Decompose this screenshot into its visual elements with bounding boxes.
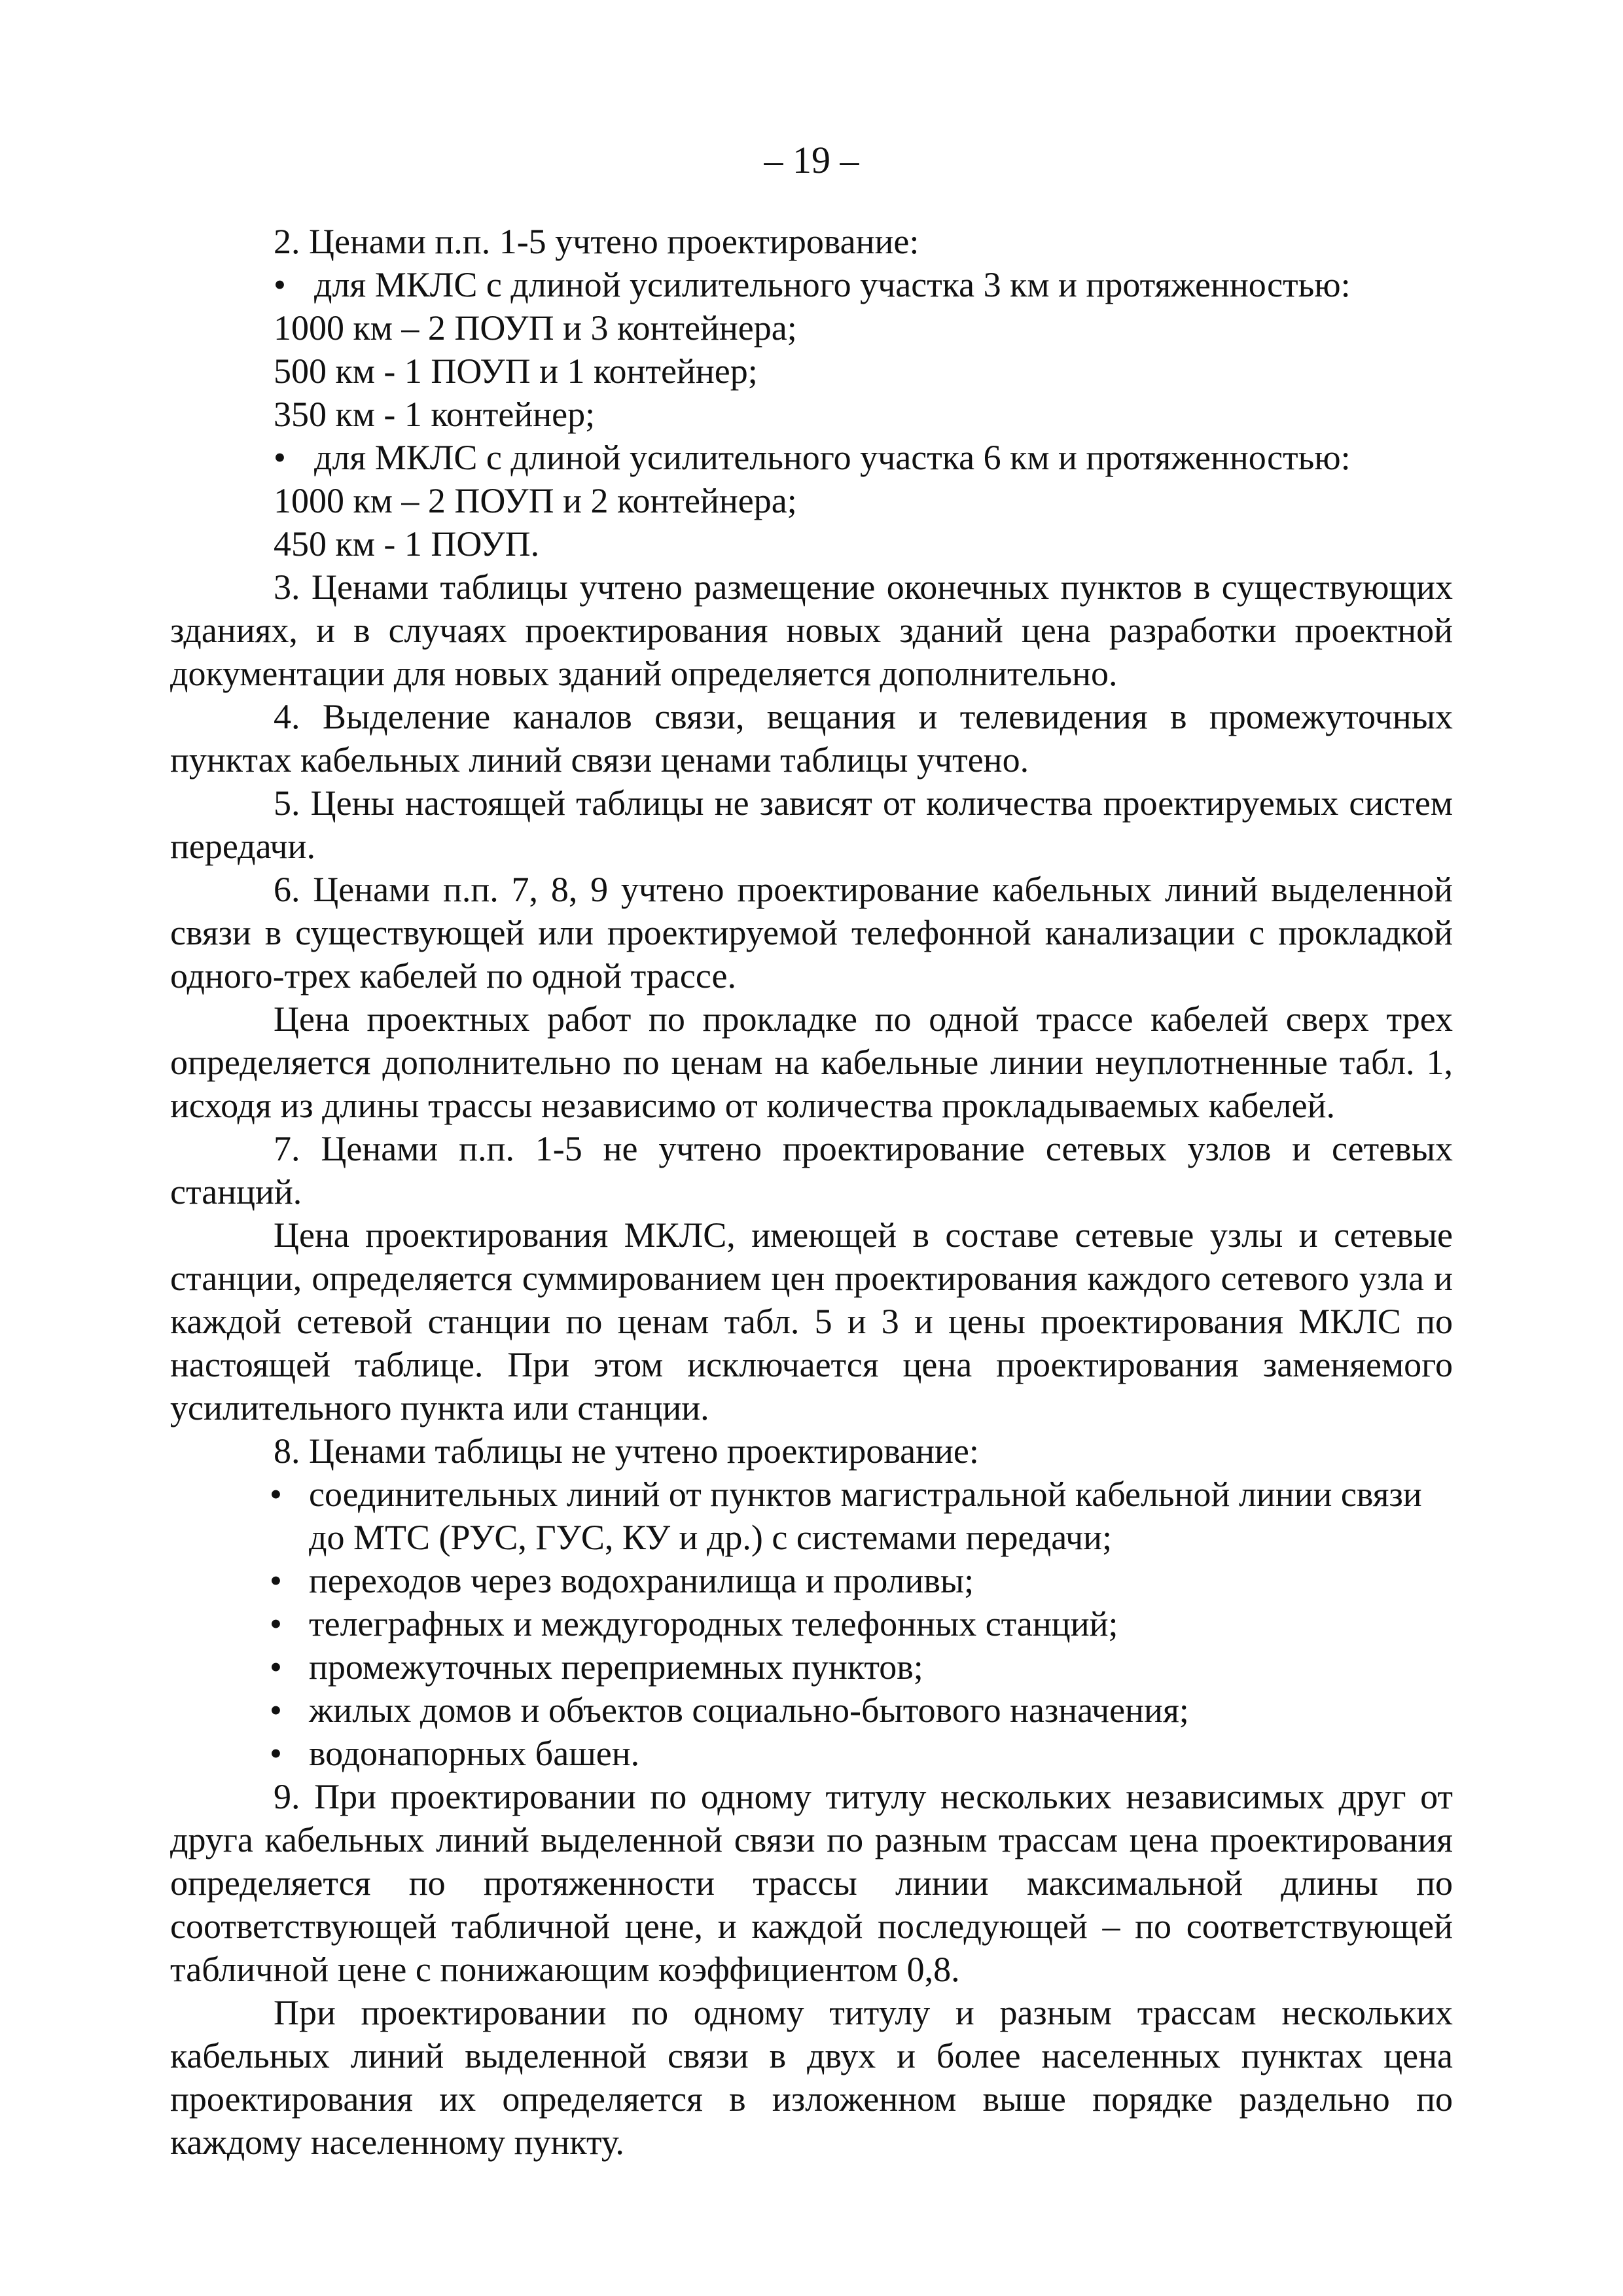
list-item: • соединительных линий от пунктов магистральной кабельной линии связи до МТС (РУС, ГУС, КУ и др.) с системами передачи; (309, 1473, 1453, 1559)
item-2-line-500: 500 км - 1 ПОУП и 1 контейнер; (274, 351, 758, 391)
item-6: 6. Ценами п.п. 7, 8, 9 учтено проектирование кабельных линий выделенной связи в существующей или проектируемой телефонной канализации с прокладкой одного-трех кабелей по одной трассе. (170, 870, 1453, 996)
item-5: 5. Цены настоящей таблицы не зависят от количества проектируемых систем передачи. (170, 783, 1453, 866)
item-2-bullet-6km (170, 436, 1453, 479)
item-9: 9. При проектировании по одному титулу нескольких независимых друг от друга кабельных линий выделенной связи по разным трассам цена проектирования определяется по протяженности трассы линии максимальной длины по соответствующей табличной цене, и каждой последующей – по соответствующей табличной цене с понижающим коэффициентом 0,8. (170, 1777, 1453, 1989)
item-2-line-1000-a: 1000 км – 2 ПОУП и 3 контейнера; (274, 308, 797, 348)
list-item: • промежуточных переприемных пунктов; (309, 1645, 1453, 1689)
list-item: • телеграфных и междугородных телефонных станций; (309, 1602, 1453, 1645)
bullet-icon: • (270, 1604, 282, 1643)
bullet-text: для МКЛС с длиной усилительного участка 3 км и протяженностью: (314, 265, 1351, 304)
item-8-intro: 8. Ценами таблицы не учтено проектирование: (274, 1431, 979, 1471)
item-2-intro: 2. Ценами п.п. 1-5 учтено проектирование: (274, 222, 919, 261)
bullet-icon: • (270, 1561, 282, 1600)
bullet-icon: • (274, 438, 286, 477)
bullet-icon: • (270, 1475, 282, 1514)
bullet-icon: • (270, 1734, 282, 1773)
item-7: 7. Ценами п.п. 1-5 не учтено проектирование сетевых узлов и сетевых станций. (170, 1129, 1453, 1211)
item-7-note: Цена проектирования МКЛС, имеющей в составе сетевые узлы и сетевые станции, определяется суммированием цен проектирования каждого сетевого узла и каждой сетевой станции по ценам табл. 5 и 3 и цены проектирования МКЛС по настоящей таблице. При этом исключается цена проектирования заменяемого усилительного пункта или станции. (170, 1215, 1453, 1427)
list-item: • переходов через водохранилища и проливы; (309, 1559, 1453, 1602)
bullet-icon: • (270, 1647, 282, 1687)
document-body (170, 220, 1453, 2164)
item-4: 4. Выделение каналов связи, вещания и телевидения в промежуточных пунктах кабельных линий связи ценами таблицы учтено. (170, 697, 1453, 780)
item-2-line-450: 450 км - 1 ПОУП. (274, 524, 540, 564)
bullet-icon: • (270, 1691, 282, 1730)
list-item: • водонапорных башен. (309, 1732, 1453, 1775)
bullet-icon: • (274, 265, 286, 304)
item-3: 3. Ценами таблицы учтено размещение оконечных пунктов в существующих зданиях, и в случаях проектирования новых зданий цена разработки проектной документации для новых зданий определяется дополнительно. (170, 567, 1453, 693)
item-8-bullet-list (170, 1473, 1453, 1775)
item-2-bullet-3km (170, 263, 1453, 306)
item-2-line-1000-b: 1000 км – 2 ПОУП и 2 контейнера; (274, 481, 797, 520)
item-2-line-350: 350 км - 1 контейнер; (274, 395, 596, 434)
page-number: – 19 – (764, 139, 859, 181)
item-6-note: Цена проектных работ по прокладке по одной трассе кабелей сверх трех определяется дополнительно по ценам на кабельные линии неуплотненные табл. 1, исходя из длины трассы независимо от количества прокладываемых кабелей. (170, 999, 1453, 1125)
bullet-text: для МКЛС с длиной усилительного участка 6 км и протяженностью: (314, 438, 1351, 477)
item-9-note: При проектировании по одному титулу и разным трассам нескольких кабельных линий выделенной связи в двух и более населенных пунктах цена проектирования их определяется в изложенном выше порядке раздельно по каждому населенному пункту. (170, 1993, 1453, 2162)
list-item: • жилых домов и объектов социально-бытового назначения; (309, 1689, 1453, 1732)
